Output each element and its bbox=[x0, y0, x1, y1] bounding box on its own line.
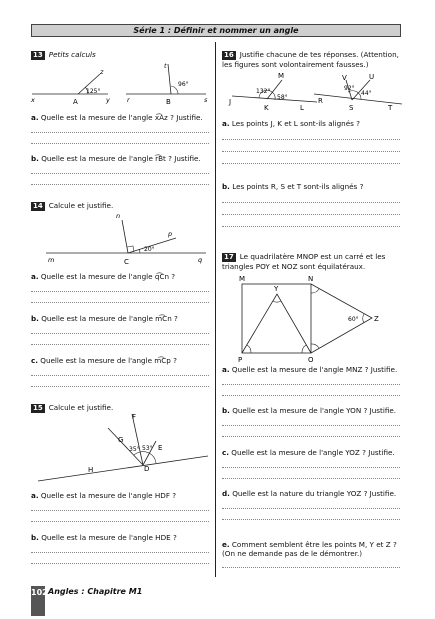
ex15-label-D: D bbox=[144, 465, 150, 473]
ex17-question-a: a. Quelle est la mesure de l'angle MNZ ? Justifie. bbox=[222, 365, 398, 374]
ex17-question-e: e. Comment semblent être les points M, Y et Z ? (On ne demande pas de le démontrer.) bbox=[222, 540, 397, 558]
ex13-label-y: y bbox=[106, 96, 110, 104]
ex17-label-Y: Y bbox=[274, 285, 279, 293]
ex13-label-s: s bbox=[204, 96, 208, 104]
ex14-label-C: C bbox=[124, 258, 129, 266]
ex17-figure bbox=[222, 272, 404, 364]
answer-line[interactable] bbox=[31, 521, 209, 522]
ex13-angle-a: 125° bbox=[86, 88, 101, 95]
chapter-label: Angles : Chapitre M1 bbox=[48, 587, 143, 596]
answer-line[interactable] bbox=[31, 291, 209, 292]
ex16-label-R: R bbox=[318, 97, 323, 105]
ex16-label-M: M bbox=[278, 72, 285, 80]
ex17-question-c: c. Quelle est la mesure de l'angle YOZ ? Justifie. bbox=[222, 448, 395, 457]
ex13-angle-b: 96° bbox=[178, 81, 189, 88]
ex15-question-a: a. Quelle est la mesure de l'angle HDF ? bbox=[31, 491, 177, 500]
ex16-angle-58: 58° bbox=[277, 94, 288, 101]
ex14-angle: 20° bbox=[144, 246, 155, 253]
answer-line[interactable] bbox=[222, 508, 400, 509]
ex13-label-r: r bbox=[127, 96, 130, 104]
ex14-label-n: n bbox=[116, 212, 121, 220]
ex13-question-a: a. Quelle est la mesure de l'angle x͡Az ? Justifie. bbox=[31, 113, 203, 122]
ex16-label-T: T bbox=[388, 104, 393, 112]
answer-line[interactable] bbox=[222, 163, 400, 164]
page-number: 102 bbox=[31, 586, 45, 616]
ex16-label-J: J bbox=[229, 98, 232, 106]
ex13-title: Petits calculs bbox=[48, 50, 96, 59]
ex17-label-M: M bbox=[239, 275, 246, 283]
answer-line[interactable] bbox=[31, 386, 209, 387]
ex14-question-c: c. Quelle est la mesure de l'angle m͡Cp ? bbox=[31, 356, 177, 365]
ex15-label-G: G bbox=[118, 436, 124, 444]
ex16-label-U: U bbox=[369, 73, 375, 81]
ex16-label-V: V bbox=[342, 74, 347, 82]
answer-line[interactable] bbox=[31, 333, 209, 334]
ex16-question-b: b. Les points R, S et T sont-ils alignés ? bbox=[222, 182, 364, 191]
answer-line[interactable] bbox=[31, 344, 209, 345]
answer-line[interactable] bbox=[222, 139, 400, 140]
ex13-number: 13 bbox=[33, 51, 43, 59]
ex17-number: 17 bbox=[224, 253, 234, 261]
answer-line[interactable] bbox=[222, 467, 400, 468]
answer-line[interactable] bbox=[31, 184, 209, 185]
ex17-title: Le quadrilatère MNOP est un carré et les triangles POY et NOZ sont équilatéraux. bbox=[222, 252, 386, 271]
ex16-figure bbox=[222, 70, 404, 114]
ex14-label-q: q bbox=[198, 256, 203, 264]
ex17-label-N: N bbox=[308, 275, 314, 283]
ex17-question-b: b. Quelle est la mesure de l'angle YON ? Justifie. bbox=[222, 406, 397, 415]
ex16-title: Justifie chacune de tes réponses. (Attention, les figures sont volontairement fausses.) bbox=[222, 50, 399, 69]
answer-line[interactable] bbox=[222, 519, 400, 520]
ex13-question-b: b. Quelle est la mesure de l'angle r͡Bt ? Justifie. bbox=[31, 154, 201, 163]
answer-line[interactable] bbox=[31, 132, 209, 133]
ex16-angle-92: 92° bbox=[344, 85, 355, 92]
ex15-question-b: b. Quelle est la mesure de l'angle HDE ? bbox=[31, 533, 177, 542]
ex17-angle: 60° bbox=[348, 316, 359, 323]
ex16-label-S: S bbox=[349, 104, 354, 112]
ex13-figure bbox=[28, 62, 213, 110]
ex13-label-t: t bbox=[164, 62, 167, 70]
ex17-label-Z: Z bbox=[374, 315, 379, 323]
answer-line[interactable] bbox=[222, 395, 400, 396]
answer-line[interactable] bbox=[222, 478, 400, 479]
answer-line[interactable] bbox=[222, 151, 400, 152]
answer-line[interactable] bbox=[31, 173, 209, 174]
answer-line[interactable] bbox=[222, 202, 400, 203]
ex17-question-d: d. Quelle est la nature du triangle YOZ ? Justifie. bbox=[222, 489, 397, 498]
column-divider bbox=[215, 42, 216, 577]
answer-line[interactable] bbox=[31, 552, 209, 553]
ex16-angle-132: 132° bbox=[256, 88, 271, 95]
answer-line[interactable] bbox=[31, 143, 209, 144]
ex17-label-O: O bbox=[308, 356, 314, 364]
ex16-angle-44: 44° bbox=[361, 90, 372, 97]
ex15-label-F: F bbox=[132, 413, 137, 421]
ex14-number: 14 bbox=[33, 202, 43, 210]
ex16-question-a: a. Les points J, K et L sont-ils alignés ? bbox=[222, 119, 360, 128]
ex15-figure bbox=[28, 408, 213, 486]
ex13-header bbox=[31, 50, 96, 60]
answer-line[interactable] bbox=[31, 510, 209, 511]
ex13-label-z: z bbox=[100, 68, 104, 76]
answer-line[interactable] bbox=[222, 425, 400, 426]
ex17-header bbox=[222, 252, 402, 271]
ex14-label-m: m bbox=[48, 256, 55, 264]
ex14-label-p: p bbox=[168, 230, 173, 238]
ex16-number: 16 bbox=[224, 51, 234, 59]
ex15-number: 15 bbox=[33, 404, 43, 412]
ex15-label-H: H bbox=[88, 466, 94, 474]
ex14-figure bbox=[28, 210, 213, 268]
answer-line[interactable] bbox=[222, 436, 400, 437]
answer-line[interactable] bbox=[31, 563, 209, 564]
answer-line[interactable] bbox=[222, 226, 400, 227]
ex17-label-P: P bbox=[238, 356, 243, 364]
ex16-label-L: L bbox=[300, 104, 304, 112]
ex14-question-b: b. Quelle est la mesure de l'angle m͡Cn ? bbox=[31, 314, 178, 323]
ex16-header bbox=[222, 50, 402, 69]
answer-line[interactable] bbox=[222, 567, 400, 568]
ex15-angle-53: 53° bbox=[142, 445, 153, 452]
ex15-label-E: E bbox=[158, 444, 163, 452]
answer-line[interactable] bbox=[222, 214, 400, 215]
ex13-label-x: x bbox=[31, 96, 35, 104]
answer-line[interactable] bbox=[31, 375, 209, 376]
ex15-angle-35: 35° bbox=[129, 446, 140, 453]
ex13-label-A: A bbox=[73, 98, 78, 106]
ex14-title: Calcule et justifie. bbox=[48, 201, 114, 210]
answer-line[interactable] bbox=[31, 302, 209, 303]
ex14-question-a: a. Quelle est la mesure de l'angle q͡Cn ? bbox=[31, 272, 176, 281]
ex16-label-K: K bbox=[264, 104, 269, 112]
series-title: Série 1 : Définir et nommer un angle bbox=[31, 24, 401, 37]
ex13-label-B: B bbox=[166, 98, 171, 106]
ex15-title: Calcule et justifie. bbox=[48, 403, 114, 412]
answer-line[interactable] bbox=[222, 384, 400, 385]
